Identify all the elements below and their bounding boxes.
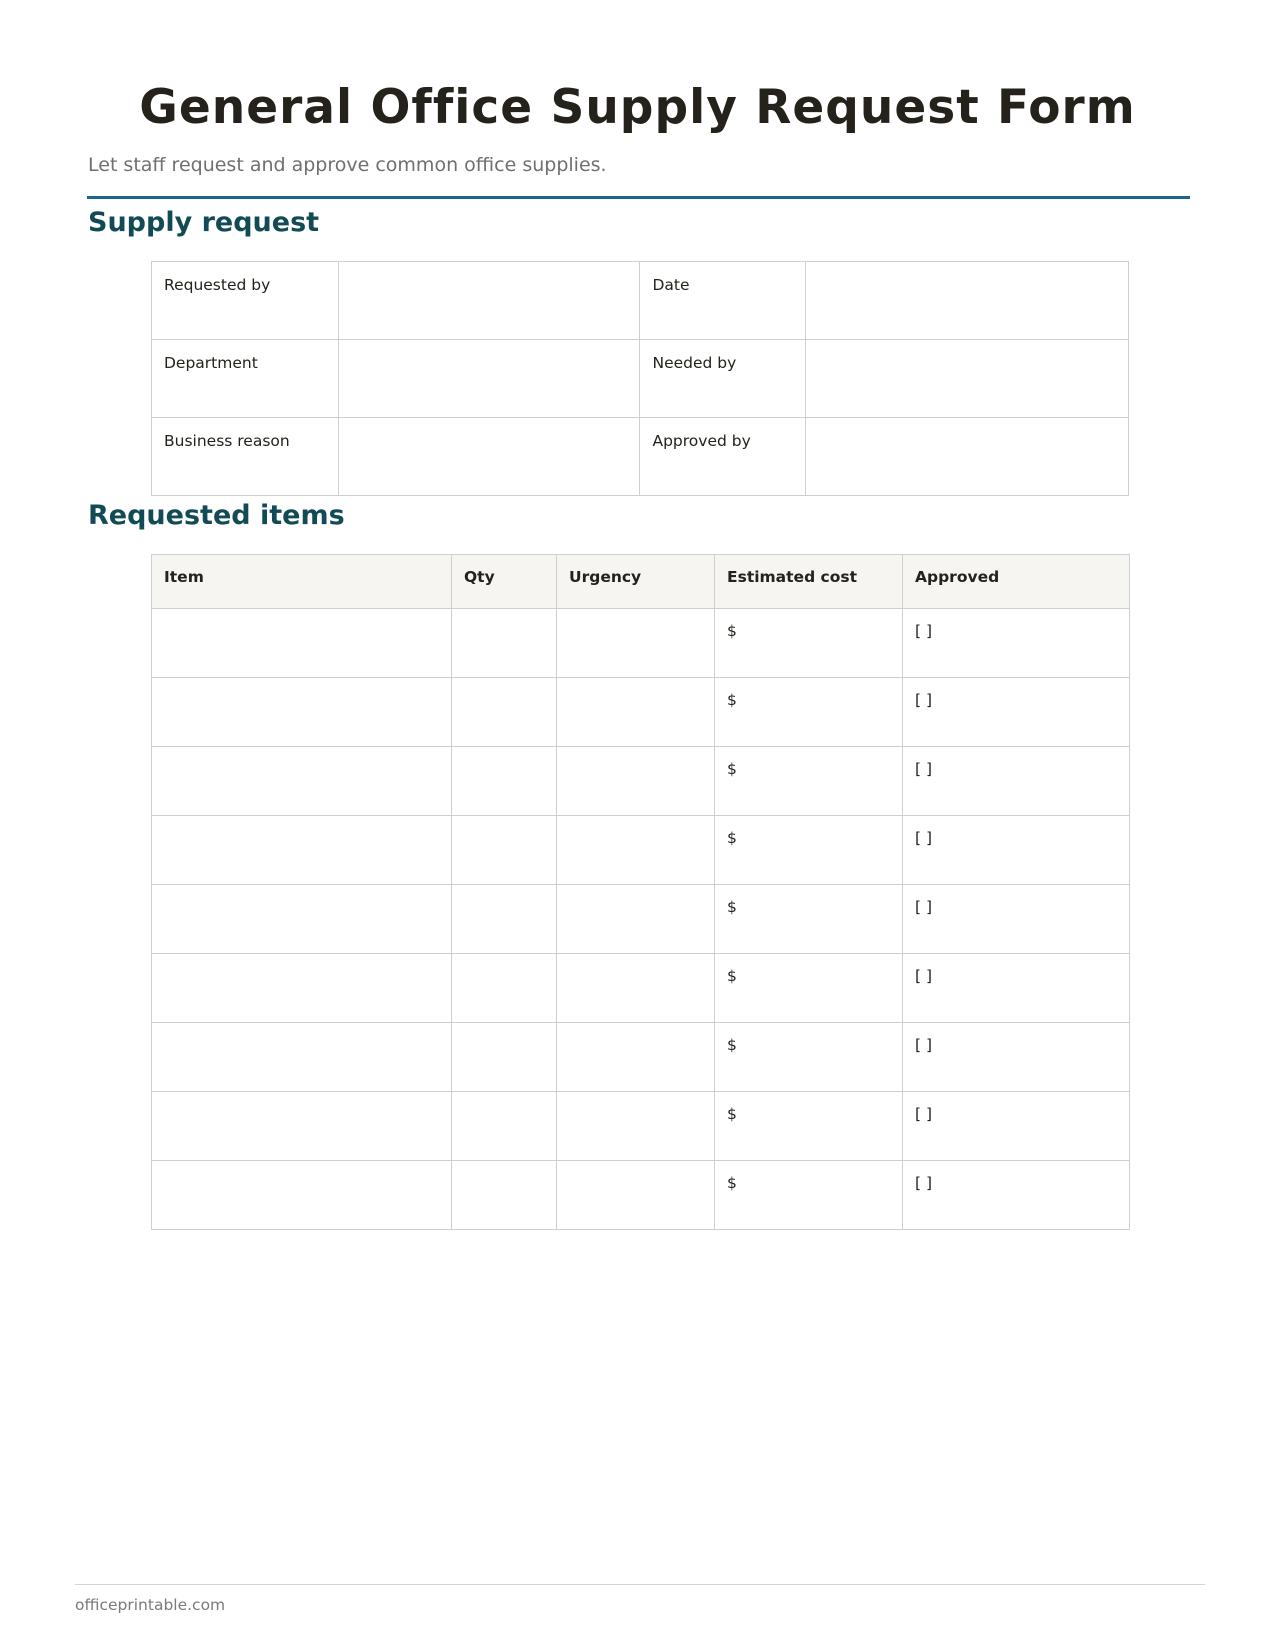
section-heading-supply-request: Supply request [88, 207, 320, 238]
qty-cell[interactable] [452, 1023, 557, 1092]
footer-divider [75, 1584, 1205, 1585]
needed-by-field[interactable] [805, 340, 1128, 418]
table-row [152, 1023, 1130, 1092]
request-row [152, 418, 1129, 496]
qty-cell[interactable] [452, 747, 557, 816]
table-row [152, 609, 1130, 678]
table-header-row [152, 555, 1130, 609]
table-row [152, 885, 1130, 954]
field-label-department: Department [152, 340, 339, 418]
item-cell[interactable] [152, 954, 452, 1023]
qty-cell[interactable] [452, 609, 557, 678]
field-label-requested-by: Requested by [152, 262, 339, 340]
urgency-cell[interactable] [557, 885, 715, 954]
item-cell[interactable] [152, 1161, 452, 1230]
page-title: General Office Supply Request Form [139, 80, 1136, 135]
approved-checkbox-cell[interactable]: [ ] [903, 609, 1130, 678]
item-cell[interactable] [152, 747, 452, 816]
field-label-approved-by: Approved by [640, 418, 805, 496]
requested-by-field[interactable] [339, 262, 640, 340]
field-label-date: Date [640, 262, 805, 340]
estimated-cost-cell[interactable]: $ [715, 816, 903, 885]
urgency-cell[interactable] [557, 816, 715, 885]
department-field[interactable] [339, 340, 640, 418]
estimated-cost-cell[interactable]: $ [715, 1092, 903, 1161]
requested-items-table [151, 554, 1130, 1230]
urgency-cell[interactable] [557, 1092, 715, 1161]
qty-cell[interactable] [452, 885, 557, 954]
urgency-cell[interactable] [557, 747, 715, 816]
footer-site-name: officeprintable.com [75, 1596, 226, 1614]
supply-request-table [151, 261, 1129, 496]
estimated-cost-cell[interactable]: $ [715, 678, 903, 747]
item-cell[interactable] [152, 885, 452, 954]
table-row [152, 954, 1130, 1023]
approved-by-field[interactable] [805, 418, 1128, 496]
date-field[interactable] [805, 262, 1128, 340]
section-heading-requested-items: Requested items [88, 500, 345, 531]
urgency-cell[interactable] [557, 1023, 715, 1092]
qty-cell[interactable] [452, 816, 557, 885]
approved-checkbox-cell[interactable]: [ ] [903, 816, 1130, 885]
approved-checkbox-cell[interactable]: [ ] [903, 747, 1130, 816]
urgency-cell[interactable] [557, 1161, 715, 1230]
qty-cell[interactable] [452, 678, 557, 747]
item-cell[interactable] [152, 678, 452, 747]
table-row [152, 678, 1130, 747]
estimated-cost-cell[interactable]: $ [715, 609, 903, 678]
approved-checkbox-cell[interactable]: [ ] [903, 678, 1130, 747]
approved-checkbox-cell[interactable]: [ ] [903, 954, 1130, 1023]
field-label-business-reason: Business reason [152, 418, 339, 496]
column-header-approved: Approved [903, 555, 1130, 609]
business-reason-field[interactable] [339, 418, 640, 496]
table-row [152, 816, 1130, 885]
request-row [152, 340, 1129, 418]
table-row [152, 1161, 1130, 1230]
estimated-cost-cell[interactable]: $ [715, 954, 903, 1023]
column-header-estimated-cost: Estimated cost [715, 555, 903, 609]
estimated-cost-cell[interactable]: $ [715, 1023, 903, 1092]
approved-checkbox-cell[interactable]: [ ] [903, 1023, 1130, 1092]
approved-checkbox-cell[interactable]: [ ] [903, 885, 1130, 954]
estimated-cost-cell[interactable]: $ [715, 1161, 903, 1230]
approved-checkbox-cell[interactable]: [ ] [903, 1092, 1130, 1161]
qty-cell[interactable] [452, 1161, 557, 1230]
title-divider [87, 196, 1190, 199]
estimated-cost-cell[interactable]: $ [715, 885, 903, 954]
page-subtitle: Let staff request and approve common office supplies. [88, 154, 607, 176]
urgency-cell[interactable] [557, 678, 715, 747]
table-row [152, 1092, 1130, 1161]
column-header-item: Item [152, 555, 452, 609]
item-cell[interactable] [152, 1023, 452, 1092]
item-cell[interactable] [152, 609, 452, 678]
urgency-cell[interactable] [557, 609, 715, 678]
urgency-cell[interactable] [557, 954, 715, 1023]
field-label-needed-by: Needed by [640, 340, 805, 418]
column-header-urgency: Urgency [557, 555, 715, 609]
approved-checkbox-cell[interactable]: [ ] [903, 1161, 1130, 1230]
qty-cell[interactable] [452, 954, 557, 1023]
item-cell[interactable] [152, 1092, 452, 1161]
column-header-qty: Qty [452, 555, 557, 609]
qty-cell[interactable] [452, 1092, 557, 1161]
table-row [152, 747, 1130, 816]
estimated-cost-cell[interactable]: $ [715, 747, 903, 816]
request-row [152, 262, 1129, 340]
item-cell[interactable] [152, 816, 452, 885]
